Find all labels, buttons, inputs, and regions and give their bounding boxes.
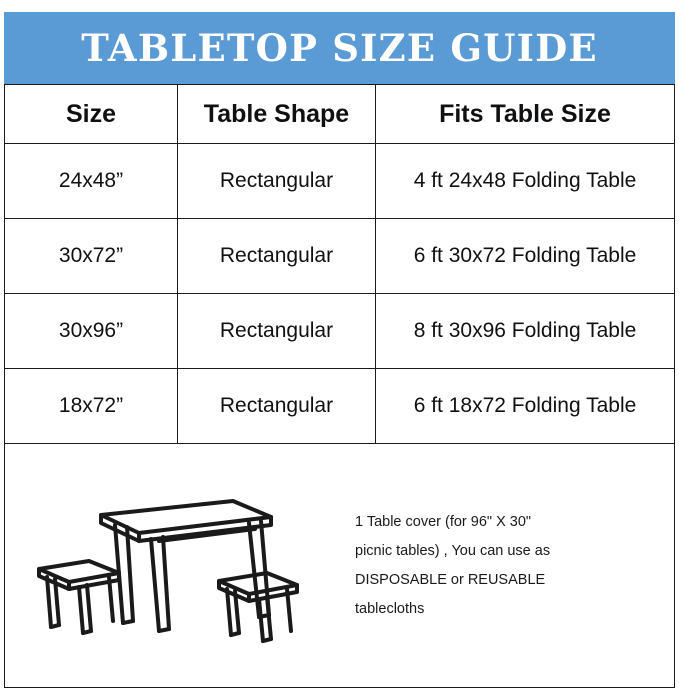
table-row	[5, 369, 675, 444]
table-illustration-svg	[23, 481, 343, 651]
cell-fits: 6 ft 30x72 Folding Table	[376, 219, 675, 294]
cell-size: 30x96”	[5, 294, 178, 369]
column-header-size: Size	[5, 85, 178, 144]
table-row	[5, 219, 675, 294]
cell-shape: Rectangular	[178, 144, 376, 219]
column-header-fits-table-size: Fits Table Size	[376, 85, 675, 144]
cell-shape: Rectangular	[178, 219, 376, 294]
product-note	[355, 508, 674, 624]
table-row	[5, 294, 675, 369]
cell-fits: 4 ft 24x48 Folding Table	[376, 144, 675, 219]
cell-fits: 8 ft 30x96 Folding Table	[376, 294, 675, 369]
note-line: tablecloths	[355, 600, 425, 617]
note-line: 1 Table cover (for 96" X 30"	[355, 513, 532, 530]
tabletop-size-guide	[4, 12, 675, 672]
table-row	[5, 144, 675, 219]
page-title: TABLETOP SIZE GUIDE	[81, 26, 598, 70]
guide-banner	[4, 12, 675, 84]
cell-shape: Rectangular	[178, 294, 376, 369]
column-header-table-shape: Table Shape	[178, 85, 376, 144]
table-header-row	[5, 85, 675, 144]
cell-size: 30x72”	[5, 219, 178, 294]
cell-shape: Rectangular	[178, 369, 376, 444]
note-line: DISPOSABLE or REUSABLE	[355, 571, 546, 588]
cell-size: 18x72”	[5, 369, 178, 444]
cell-fits: 6 ft 18x72 Folding Table	[376, 369, 675, 444]
bottom-info-panel	[4, 444, 675, 688]
note-line: picnic tables) , You can use as	[355, 542, 551, 559]
table-with-benches-illustration	[5, 481, 355, 651]
cell-size: 24x48”	[5, 144, 178, 219]
size-table	[4, 84, 675, 444]
